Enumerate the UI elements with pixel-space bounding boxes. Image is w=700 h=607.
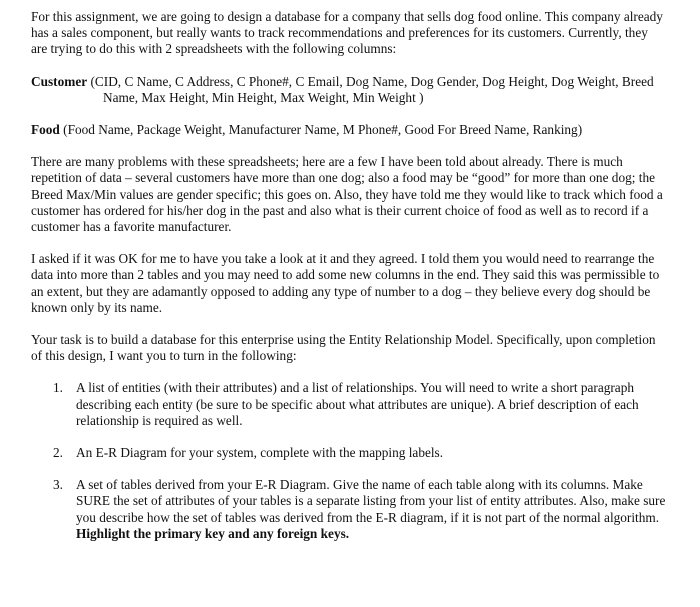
customer-label: Customer <box>31 73 88 89</box>
customer-columns: (CID, C Name, C Address, C Phone#, C Email, Dog Name, Dog Gender, Dog Height, Dog Weight, Breed Name, Max Height, Min Height, Max Weight, Min Weight ) <box>90 73 654 105</box>
food-label: Food <box>31 122 60 138</box>
customer-spreadsheet-columns <box>31 74 666 106</box>
task-paragraph: Your task is to build a database for this enterprise using the Entity Relationship Model. Specifically, upon completion of this design, I want you to turn in the following: <box>31 332 656 364</box>
list-item-text: A list of entities (with their attributes) and a list of relationships. You will need to write a short paragraph describing each entity (be sure to be specific about what attributes are unique). A brief description of each relationship is required as well. <box>76 380 639 428</box>
problems-paragraph: There are many problems with these spreadsheets; here are a few I have been told about already. There is much repetition of data – several customers have more than one dog; also a food may be “good” for more than one dog; the Breed Max/Min values are gender specific; this goes on. Also, they have told me they would like to track which food a customer has ordered for his/her dog in the past and also what is their current choice of food as well as to record if a customer has a favorite manufacturer. <box>31 154 663 235</box>
food-spreadsheet-columns <box>31 122 666 138</box>
list-item-number: 1. <box>53 380 63 396</box>
intro-paragraph: For this assignment, we are going to design a database for a company that sells dog food online. This company already has a sales component, but really wants to track recommendations and preferences for its customers. Currently, they are trying to do this with 2 spreadsheets with the following columns: <box>31 9 663 57</box>
list-item-number: 2. <box>53 445 63 461</box>
list-item <box>31 380 666 429</box>
list-item <box>31 445 666 461</box>
list-item <box>31 477 666 542</box>
deliverables-list <box>31 380 666 542</box>
food-columns: (Food Name, Package Weight, Manufacturer Name, M Phone#, Good For Breed Name, Ranking) <box>63 122 583 138</box>
list-item-text: An E-R Diagram for your system, complete with the mapping labels. <box>76 445 444 461</box>
list-item-text: A set of tables derived from your E-R Diagram. Give the name of each table along with its columns. Make SURE the set of attributes of your tables is a separate listing from your list of entity attributes. Also, make sure you describe how the set of tables was derived from the E-R diagram, if it is not part of the normal algorithm. <box>76 477 666 525</box>
asked-paragraph: I asked if it was OK for me to have you take a look at it and they agreed. I told them you would need to rearrange the data into more than 2 tables and you may need to add some new columns in the end. They said this was permissible to an extent, but they are adamantly opposed to adding any type of number to a dog – they believe every dog should be known only by its name. <box>31 251 660 315</box>
list-item-number: 3. <box>53 477 63 493</box>
list-item-bold-text: Highlight the primary key and any foreign keys. <box>76 525 350 541</box>
